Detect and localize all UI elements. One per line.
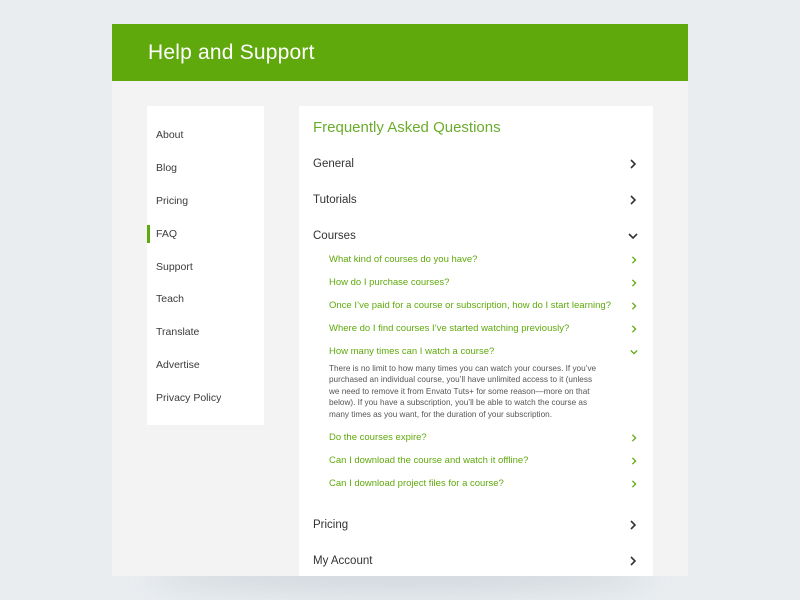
sidebar-item-blog[interactable]: Blog: [156, 162, 178, 175]
question-answer: There is no limit to how many times you can watch your courses. If you’ve purchased an individual course, you’ll have unlimited access to it (unless we need to remove it from Envato Tuts+ for some reason—more on that below). If you have a subscription, you’ll be able to watch the course as many times as you want, for the duration of your subscription.: [329, 364, 597, 419]
sidebar-item-advertise[interactable]: Advertise: [156, 358, 200, 371]
sidebar-item-privacy-policy[interactable]: Privacy Policy: [156, 391, 222, 404]
question-label: Once I’ve paid for a course or subscription, how do I start learning?: [329, 300, 611, 311]
category-label: My Account: [313, 555, 373, 568]
question-item[interactable]: [313, 472, 638, 495]
question-item[interactable]: [313, 317, 638, 340]
chevron-right-icon: [628, 195, 638, 205]
question-label: Do the courses expire?: [329, 432, 427, 444]
chevron-right-icon: [630, 434, 638, 442]
chevron-right-icon: [630, 256, 638, 264]
category-pricing[interactable]: [313, 507, 638, 543]
sidebar-item-faq[interactable]: FAQ: [147, 217, 264, 250]
question-label: How do I purchase courses?: [329, 277, 450, 288]
sidebar-item-teach[interactable]: Teach: [156, 293, 185, 306]
category-my-account[interactable]: [313, 543, 638, 579]
chevron-right-icon: [630, 457, 638, 465]
category-tutorials[interactable]: [313, 182, 638, 218]
question-label: Can I download the course and watch it offline?: [329, 455, 529, 467]
category-general[interactable]: [313, 146, 638, 182]
sidebar-item-translate[interactable]: Translate: [156, 326, 200, 339]
question-item[interactable]: [313, 294, 638, 317]
question-label: Can I download project files for a course?: [329, 478, 504, 490]
sidebar-item-support[interactable]: Support: [156, 260, 193, 273]
question-item[interactable]: [313, 426, 638, 449]
sidebar-item-pricing[interactable]: Pricing: [156, 194, 189, 207]
sidebar-nav: [147, 106, 264, 425]
chevron-right-icon: [630, 302, 638, 310]
page-title: Help and Support: [148, 40, 315, 64]
category-label: Courses: [313, 230, 356, 242]
question-label: How many times can I watch a course?: [329, 346, 495, 357]
chevron-right-icon: [628, 520, 638, 530]
question-item-expanded[interactable]: [313, 340, 638, 363]
category-label: Pricing: [313, 519, 349, 532]
category-label: Tutorials: [313, 194, 357, 206]
chevron-right-icon: [630, 325, 638, 333]
question-item[interactable]: [313, 271, 638, 294]
category-label: General: [313, 158, 354, 170]
question-item[interactable]: [313, 248, 638, 271]
faq-title: Frequently Asked Questions: [313, 119, 501, 136]
header-bar: [112, 24, 688, 81]
chevron-right-icon: [630, 480, 638, 488]
chevron-right-icon: [628, 556, 638, 566]
faq-panel: [299, 106, 653, 576]
question-label: Where do I find courses I’ve started watching previously?: [329, 323, 570, 334]
chevron-down-icon: [628, 231, 638, 241]
help-window: [112, 24, 688, 576]
courses-question-list: [313, 248, 638, 495]
chevron-right-icon: [630, 279, 638, 287]
chevron-down-icon: [630, 348, 638, 356]
chevron-right-icon: [628, 159, 638, 169]
sidebar-item-about[interactable]: About: [156, 129, 184, 142]
question-item[interactable]: [313, 449, 638, 472]
question-label: What kind of courses do you have?: [329, 254, 478, 265]
